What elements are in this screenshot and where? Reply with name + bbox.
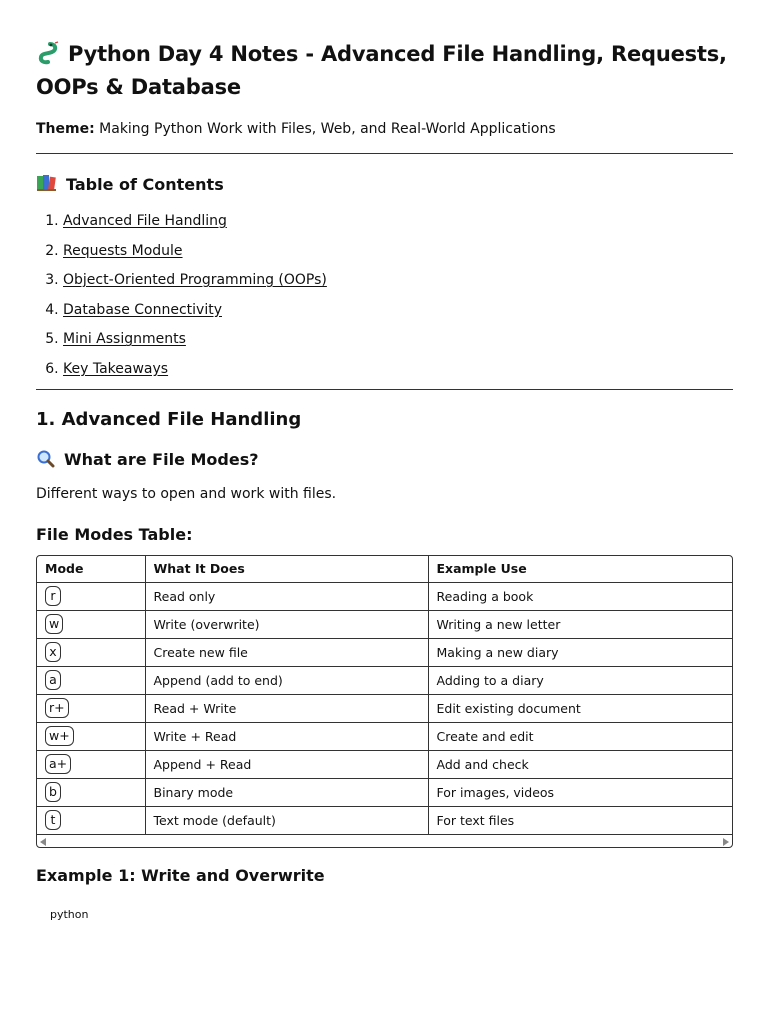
cell-example: Edit existing document [428,694,732,722]
toc-link-takeaways[interactable]: Key Takeaways [63,360,169,377]
horizontal-scrollbar[interactable] [37,835,732,847]
table-row [37,582,732,610]
mode-code: w+ [45,726,74,746]
cell-mode [37,778,145,806]
file-modes-table [36,555,733,848]
divider [36,389,733,390]
subsection-heading-text: What are File Modes? [64,449,259,469]
table-header-row [37,556,732,583]
theme-label: Theme: [36,121,95,137]
cell-what: Write + Read [145,722,428,750]
mode-code: r+ [45,698,69,718]
cell-example: Writing a new letter [428,610,732,638]
cell-what: Read + Write [145,694,428,722]
cell-example: For text files [428,806,732,834]
cell-mode [37,582,145,610]
cell-example: Adding to a diary [428,666,732,694]
cell-mode [37,750,145,778]
python-snake-icon [36,41,62,73]
cell-example: Add and check [428,750,732,778]
cell-what: Binary mode [145,778,428,806]
document-title [36,40,733,102]
mode-code: w [45,614,63,634]
cell-what: Append (add to end) [145,666,428,694]
cell-what: Append + Read [145,750,428,778]
cell-example: Reading a book [428,582,732,610]
mode-code: x [45,642,61,662]
magnifier-icon [36,450,56,474]
table-row [37,610,732,638]
toc-link-oops[interactable]: Object-Oriented Programming (OOPs) [63,272,327,289]
mode-code: b [45,782,61,802]
title-text: Python Day 4 Notes - Advanced File Handling, Requests, OOPs & Database [36,42,727,99]
cell-mode [37,666,145,694]
toc-item [63,359,733,389]
section-heading: 1. Advanced File Handling [36,408,302,430]
document-page [36,40,733,921]
cell-what: Write (overwrite) [145,610,428,638]
toc-link-file-handling[interactable]: Advanced File Handling [63,213,227,229]
toc-link-requests[interactable]: Requests Module [63,242,183,259]
toc-link-database[interactable]: Database Connectivity [63,301,222,318]
scroll-left-icon[interactable] [40,838,46,846]
theme-line [36,119,733,139]
toc-link-assignments[interactable]: Mini Assignments [63,331,186,348]
cell-what: Create new file [145,638,428,666]
table-row [37,666,732,694]
toc-heading-text: Table of Contents [66,175,224,194]
cell-mode [37,610,145,638]
header-example: Example Use [428,556,732,583]
toc-item [63,211,733,241]
table-row [37,722,732,750]
cell-mode [37,694,145,722]
header-mode: Mode [37,556,145,583]
table-row [37,778,732,806]
toc-list [36,211,733,389]
cell-example: For images, videos [428,778,732,806]
mode-code: t [45,810,61,830]
mode-code: a [45,670,61,690]
table-row [37,806,732,834]
cell-mode [37,722,145,750]
toc-item [63,241,733,271]
cell-what: Read only [145,582,428,610]
theme-text: Making Python Work with Files, Web, and Real-World Applications [99,121,556,137]
cell-mode [37,806,145,834]
mode-code: r [45,586,61,606]
intro-text: Different ways to open and work with files. [36,485,337,502]
mode-code: a+ [45,754,71,774]
scroll-right-icon[interactable] [723,838,729,846]
cell-mode [37,638,145,666]
divider [36,153,733,154]
table-row [37,750,732,778]
cell-what: Text mode (default) [145,806,428,834]
books-icon [36,173,58,199]
toc-heading [36,173,733,199]
toc-item [63,300,733,330]
header-what: What It Does [145,556,428,583]
code-language-label: python [50,907,89,921]
cell-example: Making a new diary [428,638,732,666]
table-row [37,638,732,666]
subsection-heading [36,449,733,474]
toc-item [63,329,733,359]
cell-example: Create and edit [428,722,732,750]
table-title: File Modes Table: [36,524,193,544]
table-row [37,694,732,722]
example-heading: Example 1: Write and Overwrite [36,865,325,885]
toc-item [63,270,733,300]
